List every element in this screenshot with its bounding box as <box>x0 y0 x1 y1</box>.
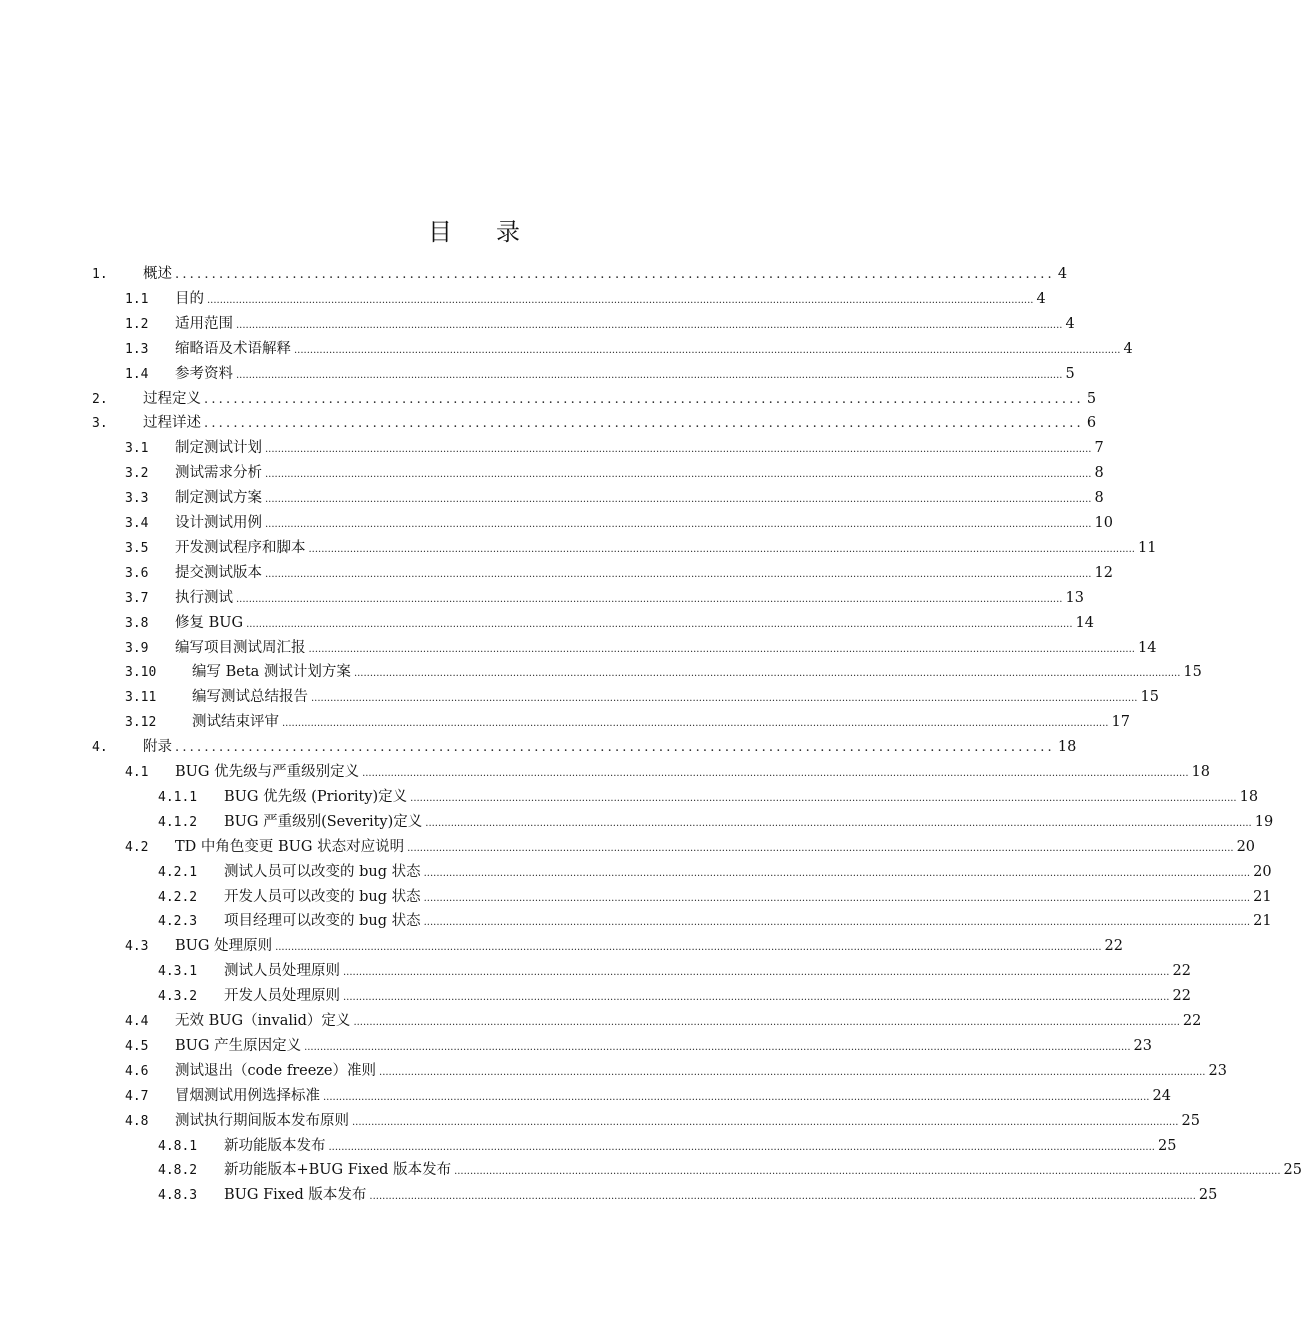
toc-entry-page: 4 <box>1036 290 1046 307</box>
toc-entry-title: TD 中角色变更 BUG 状态对应说明 <box>175 838 405 855</box>
dot-leader: .................................................................................................................................................................................................................................................................... <box>275 942 1102 954</box>
toc-entry[interactable] <box>125 339 1133 359</box>
toc-entry[interactable] <box>125 314 1075 334</box>
toc-entry[interactable] <box>158 911 1272 931</box>
toc-entry-page: 4 <box>1123 340 1133 357</box>
toc-entry-page: 14 <box>1075 614 1094 631</box>
toc-entry-number: 3. <box>92 416 108 432</box>
toc-entry-page: 23 <box>1133 1037 1152 1054</box>
dot-leader: .................................................................................................................................................................................................................................................................... <box>352 1116 1179 1128</box>
dot-leader: .................................................................................................................................................................................................................................................................... <box>423 867 1251 879</box>
toc-entry[interactable] <box>125 613 1094 633</box>
toc-entry-number: 4.5 <box>125 1038 149 1054</box>
toc-entry-number: 4.4 <box>125 1014 149 1029</box>
toc-entry[interactable] <box>158 812 1274 832</box>
toc-entry-title: 适用范围 <box>175 315 233 332</box>
toc-entry-number: 4.2 <box>125 839 149 855</box>
toc-entry-number: 4.1.2 <box>158 814 198 830</box>
toc-entry[interactable] <box>125 289 1046 309</box>
dot-leader: ........................................................................................................................ <box>204 391 1084 407</box>
toc-entry-title: 制定测试方案 <box>175 490 262 507</box>
toc-entry[interactable] <box>125 538 1157 558</box>
toc-entry-title: 测试人员处理原则 <box>224 963 340 980</box>
dot-leader: .................................................................................................................................................................................................................................................................... <box>207 294 1034 306</box>
toc-entry-title: 编写测试总结报告 <box>192 689 308 706</box>
toc-entry[interactable] <box>125 687 1159 707</box>
toc-entry-number: 3.11 <box>125 690 157 706</box>
toc-entry[interactable] <box>125 762 1210 782</box>
toc-entry-title: BUG 优先级与严重级别定义 <box>175 764 360 780</box>
dot-leader: .................................................................................................................................................................................................................................................................... <box>343 967 1170 979</box>
toc-entry-title: 概述 <box>143 266 172 282</box>
toc-entry-number: 3.10 <box>125 665 157 681</box>
toc-entry-title: 制定测试计划 <box>175 440 262 457</box>
toc-entry[interactable] <box>158 887 1272 907</box>
toc-entry-page: 10 <box>1094 515 1113 531</box>
toc-entry[interactable] <box>125 463 1104 483</box>
dot-leader: .................................................................................................................................................................................................................................................................... <box>236 593 1063 605</box>
toc-title-right: 录 <box>496 218 522 246</box>
toc-entry-number: 4.8.3 <box>158 1188 198 1204</box>
toc-entry-page: 11 <box>1137 539 1157 556</box>
toc-entry-number: 1.3 <box>125 341 149 357</box>
toc-title <box>0 212 950 247</box>
toc-entry-number: 1. <box>92 267 108 282</box>
dot-leader: .................................................................................................................................................................................................................................................................... <box>265 568 1092 580</box>
toc-entry-number: 4.8.2 <box>158 1163 198 1179</box>
toc-entry-page: 8 <box>1094 490 1104 507</box>
toc-entry[interactable] <box>125 1036 1152 1056</box>
toc-entry-number: 4.3.2 <box>158 989 198 1005</box>
dot-leader: .................................................................................................................................................................................................................................................................... <box>265 494 1092 506</box>
toc-entry[interactable] <box>125 1011 1202 1031</box>
toc-entry[interactable] <box>158 1136 1177 1156</box>
toc-entry[interactable] <box>125 936 1123 956</box>
toc-entry[interactable] <box>92 264 1068 284</box>
dot-leader: ........................................................................................................................ <box>175 267 1055 282</box>
toc-entry-number: 1.4 <box>125 366 149 382</box>
dot-leader: .................................................................................................................................................................................................................................................................... <box>323 1091 1150 1103</box>
toc-entry-page: 21 <box>1253 913 1272 930</box>
toc-entry-page: 22 <box>1104 938 1123 955</box>
dot-leader: .................................................................................................................................................................................................................................................................... <box>362 768 1189 779</box>
toc-entry-page: 12 <box>1094 564 1113 581</box>
toc-entry-page: 8 <box>1094 465 1104 482</box>
toc-entry[interactable] <box>158 1160 1302 1180</box>
toc-entry[interactable] <box>158 961 1191 981</box>
toc-entry-title: 编写 Beta 测试计划方案 <box>192 664 351 681</box>
toc-entry-title: 项目经理可以改变的 bug 状态 <box>224 913 421 930</box>
toc-entry-title: 新功能版本发布 <box>224 1137 326 1154</box>
toc-entry-title: 无效 BUG（invalid）定义 <box>175 1013 351 1029</box>
toc-entry[interactable] <box>158 986 1191 1006</box>
toc-entry-title: 测试需求分析 <box>175 465 262 482</box>
toc-entry[interactable] <box>158 787 1259 807</box>
toc-entry-title: 开发测试程序和脚本 <box>175 539 306 556</box>
toc-entry-number: 3.12 <box>125 715 157 731</box>
toc-entry-page: 18 <box>1057 739 1077 756</box>
toc-entry[interactable] <box>158 862 1272 882</box>
toc-entry[interactable] <box>125 563 1113 583</box>
toc-entry-page: 25 <box>1283 1162 1302 1179</box>
toc-entry-page: 7 <box>1094 440 1104 457</box>
dot-leader: .................................................................................................................................................................................................................................................................... <box>410 792 1237 804</box>
toc-entry-page: 15 <box>1140 689 1159 706</box>
toc-entry-page: 15 <box>1183 664 1202 681</box>
toc-entry-title: BUG 产生原因定义 <box>175 1037 302 1054</box>
dot-leader: .................................................................................................................................................................................................................................................................... <box>369 1191 1196 1203</box>
toc-entry-number: 4.3.1 <box>158 964 198 980</box>
toc-entry[interactable] <box>125 488 1104 508</box>
toc-entry[interactable] <box>158 1185 1218 1205</box>
dot-leader: ........................................................................................................................ <box>204 416 1084 432</box>
toc-entry-page: 20 <box>1253 863 1272 880</box>
toc-entry-title: 目的 <box>175 290 204 307</box>
toc-entry-title: 编写项目测试周汇报 <box>175 639 306 656</box>
dot-leader: .................................................................................................................................................................................................................................................................... <box>236 369 1063 381</box>
toc-entry[interactable] <box>125 1111 1200 1131</box>
toc-entry-page: 25 <box>1157 1137 1177 1154</box>
toc-entry[interactable] <box>92 389 1097 409</box>
toc-entry-page: 24 <box>1152 1087 1171 1104</box>
dot-leader: .................................................................................................................................................................................................................................................................... <box>265 444 1092 456</box>
toc-entry-title: 过程详述 <box>143 415 201 432</box>
toc-entry-number: 4.7 <box>125 1088 149 1104</box>
toc-entry-page: 23 <box>1208 1062 1227 1079</box>
toc-entry[interactable] <box>125 638 1157 658</box>
toc-entry[interactable] <box>125 438 1104 458</box>
toc-entry-title: 提交测试版本 <box>175 564 262 581</box>
toc-entry[interactable] <box>92 737 1077 757</box>
toc-entry-number: 3.9 <box>125 640 149 656</box>
toc-entry-number: 3.5 <box>125 540 149 556</box>
toc-entry-number: 3.6 <box>125 565 149 581</box>
toc-entry-title: 参考资料 <box>175 365 233 382</box>
toc-entry[interactable] <box>92 413 1097 433</box>
toc-entry-number: 3.1 <box>125 441 149 457</box>
dot-leader: .................................................................................................................................................................................................................................................................... <box>425 817 1252 829</box>
toc-entry-title: 执行测试 <box>175 589 233 606</box>
toc-title-left: 目 <box>428 218 454 246</box>
toc-entry-number: 4.2.1 <box>158 864 198 880</box>
dot-leader: .................................................................................................................................................................................................................................................................... <box>454 1166 1281 1178</box>
toc-entry-number: 4.6 <box>125 1063 149 1079</box>
toc-entry-page: 6 <box>1086 415 1097 432</box>
toc-entry-title: 新功能版本+BUG Fixed 版本发布 <box>224 1162 452 1179</box>
toc-entry-page: 14 <box>1137 639 1157 656</box>
dot-leader: .................................................................................................................................................................................................................................................................... <box>294 344 1121 356</box>
toc-entry-number: 4. <box>92 740 108 756</box>
dot-leader: .................................................................................................................................................................................................................................................................... <box>308 543 1135 555</box>
toc-entry-number: 4.1.1 <box>158 789 198 805</box>
toc-entry-title: 过程定义 <box>143 390 201 407</box>
toc-entry-page: 25 <box>1198 1187 1218 1204</box>
toc-entry-title: 测试退出（code freeze）准则 <box>175 1062 377 1079</box>
toc-entry-page: 22 <box>1172 988 1191 1005</box>
toc-entry-page: 4 <box>1065 315 1075 332</box>
toc-entry-page: 17 <box>1111 714 1130 731</box>
toc-entry-number: 4.2.2 <box>158 889 198 905</box>
toc-entry-title: BUG 优先级 (Priority)定义 <box>224 788 408 805</box>
toc-entry[interactable] <box>125 364 1075 384</box>
dot-leader: .................................................................................................................................................................................................................................................................... <box>379 1066 1206 1078</box>
dot-leader: .................................................................................................................................................................................................................................................................... <box>246 618 1073 630</box>
toc-entry-page: 5 <box>1086 390 1097 407</box>
dot-leader: .................................................................................................................................................................................................................................................................... <box>343 992 1170 1004</box>
toc-entry-page: 22 <box>1172 963 1191 980</box>
dot-leader: .................................................................................................................................................................................................................................................................... <box>304 1041 1131 1053</box>
toc-entry-title: 测试结束评审 <box>192 714 279 731</box>
toc-entry-number: 3.2 <box>125 466 149 482</box>
toc-entry-title: BUG 严重级别(Severity)定义 <box>224 813 423 830</box>
toc-entry-number: 1.2 <box>125 316 149 332</box>
toc-entry[interactable] <box>125 513 1113 533</box>
toc-entry-number: 3.7 <box>125 590 149 606</box>
toc-entry[interactable] <box>125 1061 1227 1081</box>
toc-entry-page: 4 <box>1057 266 1068 282</box>
dot-leader: .................................................................................................................................................................................................................................................................... <box>308 643 1135 655</box>
dot-leader: .................................................................................................................................................................................................................................................................... <box>423 917 1251 929</box>
dot-leader: .................................................................................................................................................................................................................................................................... <box>265 519 1092 530</box>
toc-entry-number: 2. <box>92 391 108 407</box>
toc-entry-title: 修复 BUG <box>175 614 244 631</box>
toc-entry-number: 4.2.3 <box>158 914 198 930</box>
toc-entry-title: 测试人员可以改变的 bug 状态 <box>224 863 421 880</box>
toc-entry-title: 冒烟测试用例选择标准 <box>175 1087 320 1104</box>
dot-leader: .................................................................................................................................................................................................................................................................... <box>423 892 1251 904</box>
dot-leader: .................................................................................................................................................................................................................................................................... <box>282 718 1109 730</box>
toc-entry[interactable] <box>125 588 1084 608</box>
toc-entry[interactable] <box>125 837 1256 857</box>
toc-entry-number: 4.3 <box>125 939 149 955</box>
dot-leader: .................................................................................................................................................................................................................................................................... <box>328 1141 1155 1153</box>
toc-entry-page: 22 <box>1182 1013 1202 1029</box>
toc-entry-title: 设计测试用例 <box>175 515 262 531</box>
toc-entry-title: 测试执行期间版本发布原则 <box>175 1112 349 1129</box>
toc-entry-title: 附录 <box>143 739 172 756</box>
toc-entry-number: 3.8 <box>125 615 149 631</box>
toc-entry-number: 3.4 <box>125 516 149 531</box>
dot-leader: .................................................................................................................................................................................................................................................................... <box>311 693 1138 705</box>
toc-entry-title: BUG 处理原则 <box>175 938 273 955</box>
toc-entry[interactable] <box>125 1086 1171 1106</box>
toc-entry-page: 21 <box>1253 888 1272 905</box>
toc-entry-number: 4.1 <box>125 765 149 780</box>
toc-entry-number: 4.8 <box>125 1113 149 1129</box>
toc-entry[interactable] <box>125 712 1130 732</box>
toc-entry-number: 1.1 <box>125 291 149 307</box>
toc-entry-number: 4.8.1 <box>158 1138 198 1154</box>
dot-leader: .................................................................................................................................................................................................................................................................... <box>265 469 1092 481</box>
dot-leader: .................................................................................................................................................................................................................................................................... <box>353 1017 1180 1028</box>
toc-entry-page: 5 <box>1065 365 1075 382</box>
dot-leader: .................................................................................................................................................................................................................................................................... <box>236 319 1063 331</box>
toc-entry-page: 19 <box>1254 813 1274 830</box>
toc-entry-title: 开发人员处理原则 <box>224 988 340 1005</box>
dot-leader: .................................................................................................................................................................................................................................................................... <box>407 842 1234 854</box>
toc-entry-title: 缩略语及术语解释 <box>175 340 291 357</box>
toc-entry-title: BUG Fixed 版本发布 <box>224 1187 367 1204</box>
toc-entry-page: 25 <box>1181 1112 1200 1129</box>
toc-entry-page: 18 <box>1191 764 1210 780</box>
toc-entry-number: 3.3 <box>125 491 149 507</box>
toc-entry-page: 20 <box>1236 838 1256 855</box>
toc-entry-page: 13 <box>1065 589 1084 606</box>
toc-entry-page: 18 <box>1239 788 1259 805</box>
toc-entry-title: 开发人员可以改变的 bug 状态 <box>224 888 421 905</box>
dot-leader: ........................................................................................................................ <box>175 740 1055 756</box>
dot-leader: .................................................................................................................................................................................................................................................................... <box>353 668 1181 680</box>
toc-entry[interactable] <box>125 662 1202 682</box>
